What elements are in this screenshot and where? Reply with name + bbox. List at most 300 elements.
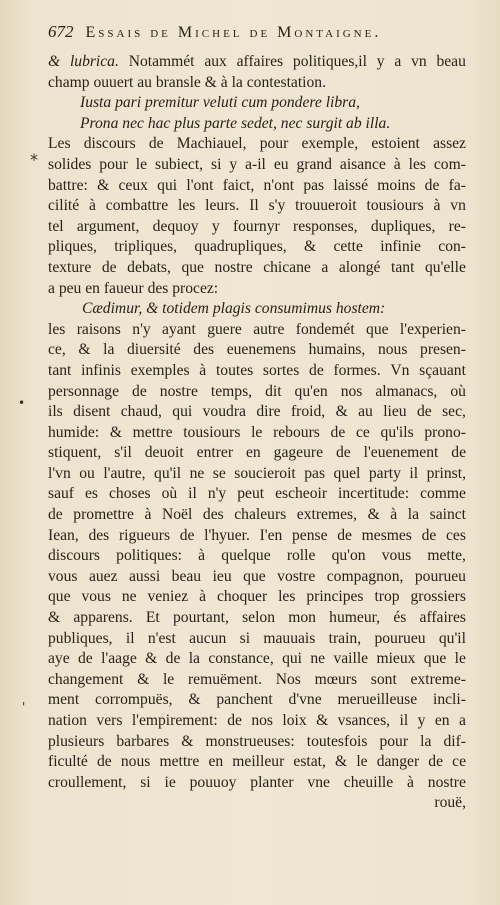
text-line [48,93,466,114]
text-word: infinis [81,361,121,379]
text-word: vous [381,547,412,565]
text-word: de [421,526,437,544]
text-line [48,670,466,691]
text-word: à [390,506,398,524]
text-line [48,443,466,464]
text-word: en [245,444,261,462]
text-line [48,649,466,670]
text-word: le [454,650,466,668]
margin-tick-mark: ' [22,700,26,714]
text-line [48,526,466,547]
text-word: ment [48,691,80,709]
text-word: & [48,609,61,627]
text-word: pas [304,464,326,482]
text-word: Les [48,135,71,153]
text-line [48,361,466,382]
text-word: Vn [390,361,410,379]
text-word: plusieurs [48,732,105,750]
text-line [48,423,466,444]
text-line [48,484,466,505]
text-word: & [48,53,61,70]
text-word: solides [48,155,92,173]
text-word: des [193,341,215,359]
text-word: stiquent, [48,444,102,462]
text-word: si [239,629,251,647]
text-word: loix [282,712,307,729]
text-word: monstrueuses: [205,732,295,750]
text-word: aisance [339,155,386,173]
text-line [48,773,466,794]
text-word: vn [411,53,427,70]
text-word: dit [265,382,282,400]
text-word: meilleur [232,753,285,771]
text-word: dire [256,403,281,421]
text-word: à [89,197,96,215]
text-word: de [227,712,242,729]
text-word: à [144,506,152,524]
text-word: humide: [48,423,100,441]
text-line [48,567,466,588]
text-word: vne [307,773,330,791]
text-word: nostre [427,773,466,791]
text-word: subiect, [155,155,204,173]
text-word: pas [303,176,325,194]
text-word: qu'il [438,629,466,647]
text-word: n'ont [263,176,295,194]
text-word: Et [145,609,160,627]
text-line [48,114,466,135]
text-word: responses, [293,217,358,235]
text-word: y [229,155,238,173]
text-word: fournyr [232,217,280,235]
text-word: corrompuës, [95,691,173,709]
text-word: Noël [162,506,193,524]
text-line [48,546,466,567]
text-word: grossiers [410,588,466,606]
text-word: & [316,712,329,729]
text-word: nos [251,712,273,729]
text-word: pourueu [414,567,466,585]
text-word: ayant [162,320,196,338]
text-word: merueilleuse [337,691,418,709]
text-word: & [109,423,122,441]
text-word: & [335,753,348,771]
text-word: mauuais [263,629,316,647]
text-word: pour [99,155,128,173]
text-word: lieu [383,403,407,421]
text-word: con- [438,238,466,256]
text-word: & [181,732,194,750]
text-word: de [48,506,63,524]
text-word: humains, [308,341,366,359]
text-word: à [407,773,414,791]
text-word: exemple, [301,135,359,153]
text-line [48,690,466,711]
text-word: qui [172,403,193,421]
text-word: qu'elle [424,258,466,276]
text-word: ces [446,526,466,544]
text-word: il [188,485,197,503]
text-word: mette, [427,547,466,565]
text-word: diuersité [126,341,181,359]
text-word: gageure [273,444,324,462]
text-word: en [434,712,450,729]
text-word: n'est [147,629,176,647]
text-word: Nos [275,670,301,688]
text-run: Cædimur, & totidem plagis consumimus hostem: [82,300,386,318]
text-word: mœurs [314,670,358,688]
text-word: lubrica. [69,53,119,70]
text-word: aux [204,53,227,70]
text-word: sainct [429,506,466,524]
text-word: ne [189,464,205,482]
text-word: train, [328,629,362,647]
text-word: discours [48,547,100,565]
text-word: ne [121,588,137,606]
text-word: principes [306,588,364,606]
body-text [48,52,466,814]
text-word: vsances, [337,712,391,729]
text-word: n'y [132,320,151,338]
text-word: de [417,403,432,421]
text-word: és [393,609,407,627]
text-word: tel [48,217,64,235]
text-line [48,505,466,526]
text-word: formes. [333,361,381,379]
text-word: soucieroit [234,464,296,482]
text-word: fa- [448,176,466,194]
text-word: moins [377,176,416,194]
text-word: de [179,526,195,544]
text-word: beau [171,567,202,585]
text-word: de [428,753,444,771]
text-word: ieu [212,567,232,585]
text-word: où [450,382,466,400]
text-word: promettre [73,506,134,524]
text-word: presen- [420,341,466,359]
text-word: se [212,464,226,482]
text-word: sortes [262,361,300,379]
text-word: aye [48,650,70,668]
text-word: pliques, [48,238,97,256]
text-word: la [420,732,432,750]
text-word: euenemens [226,341,296,359]
text-word: croullement, [48,773,127,791]
text-run: a peu en faueur des procez: [48,279,219,297]
text-word: de [165,650,181,668]
text-word: les [278,588,296,606]
text-word: escheoir [275,485,328,503]
text-word: barbares [116,732,170,750]
text-word: chicane [263,258,311,276]
text-word: les [48,320,66,338]
text-word: il [399,712,409,729]
text-line [48,402,466,423]
text-word: voudra [202,403,246,421]
text-word: mesmes [361,526,412,544]
text-word: l'experien- [399,320,466,338]
text-word: le [356,753,368,771]
text-word: ce [452,753,466,771]
text-word: à [199,361,207,379]
text-word: politiques,il [292,53,367,70]
text-word: les [408,155,426,173]
text-word: beau [436,53,466,70]
text-word: l'ont [186,176,214,194]
text-word: dupliques, [370,217,436,235]
text-word: dif- [443,732,466,750]
text-word: battre: [48,176,88,194]
text-word: la [188,650,200,668]
text-word: discours [83,135,136,153]
text-word: que [423,650,447,668]
text-word: nous [377,341,408,359]
text-word: le [135,155,148,173]
text-word: que [243,567,266,585]
text-word: & [335,403,348,421]
text-line [48,196,466,217]
text-word: estat, [293,753,326,771]
text-word: pense [292,526,328,544]
text-word: & [188,691,201,709]
text-word: incertitude: [338,485,410,503]
text-line [48,320,466,341]
text-word: vous [81,588,111,606]
text-line [48,340,466,361]
text-word: de [330,423,346,441]
text-word: qu'ils [380,423,414,441]
text-word: dequoy [152,217,199,235]
text-word: & [137,670,150,688]
text-word: la [103,341,115,359]
text-word: Machiauel, [176,135,247,153]
text-line [48,258,466,279]
text-word: de [309,361,324,379]
text-word: à [199,588,207,606]
text-word: choses [108,485,151,503]
text-word: qui [157,176,178,194]
text-word: pourueu [374,629,426,647]
text-run: champ ouuert au bransle & à la contestation. [48,73,326,91]
text-word: vous [48,567,78,585]
text-word: apparens. [73,609,133,627]
text-word: n'y [207,485,227,503]
text-line [48,464,466,485]
text-word: a [394,53,402,70]
text-word: de [101,258,117,276]
text-word: selon [242,609,275,627]
text-word: danger [376,753,420,771]
text-word: personnage [48,382,120,400]
text-word: grand [296,155,332,173]
text-word: debats, [127,258,171,276]
text-word: de [335,444,351,462]
margin-asterisk-mark: * [30,150,38,169]
text-word: texture [48,258,92,276]
text-word: a [458,712,466,729]
text-word: panchent [216,691,273,709]
text-word: mieux [376,650,416,668]
text-word: pouuoy [189,773,237,791]
text-word: quelque [221,547,271,565]
page-number: 672 [48,22,74,41]
text-word: a-il [245,155,266,173]
text-word: de [78,650,93,668]
text-line [48,134,466,155]
text-word: l'vn [48,464,71,482]
text-word: sauf [48,485,74,503]
text-line [48,793,466,814]
text-word: le [162,670,175,688]
text-word: d'vne [288,691,322,709]
text-word: veniez [147,588,189,606]
text-word: vers [96,712,123,729]
text-word: de [132,382,147,400]
text-word: pourtant, [172,609,229,627]
text-word: a [321,258,329,276]
text-word: nostre [159,382,198,400]
text-word: que [366,320,389,338]
text-word: peut [237,485,265,503]
text-word: toutesfois [306,732,368,750]
text-word: toutes [215,361,254,379]
text-word: qui [282,650,303,668]
text-word: trop [374,588,400,606]
text-word: almanacs, [375,382,438,400]
text-word: au [358,403,373,421]
text-word: l'empirement: [131,712,218,729]
text-word: cheuille [343,773,394,791]
text-word: changement [48,670,124,688]
text-word: deuoit [144,444,184,462]
text-word: aussi [129,567,161,585]
text-word: où [161,485,178,503]
text-word: entrer [196,444,234,462]
text-word: argument, [76,217,140,235]
text-word: incli- [433,691,466,709]
text-word: sec, [442,403,466,421]
text-word: cilité [48,197,80,215]
text-word: prono- [424,423,466,441]
text-word: ou [79,464,95,482]
text-word: trouueroit [295,197,357,215]
text-word: quel [333,464,361,482]
text-line [48,711,466,732]
text-word: que [48,588,71,606]
text-word: vostre [277,567,316,585]
text-word: combattre [105,197,169,215]
text-word: affaires [419,609,466,627]
text-word: laissé [333,176,369,194]
text-word: remuëment. [187,670,262,688]
text-word: il [125,629,135,647]
text-line [48,732,466,753]
text-word: fondemét [295,320,355,338]
text-word: sont [370,670,397,688]
text-word: de [96,753,112,771]
text-word: de [337,526,352,544]
text-word: exemples [130,361,190,379]
text-line [48,608,466,629]
text-word: planter [250,773,294,791]
text-word: nation [48,712,87,729]
page-header [48,22,468,44]
text-word: & [97,176,110,194]
text-word: temps, [210,382,253,400]
text-word: & [78,341,91,359]
text-word: politiques: [116,547,182,565]
text-line [48,237,466,258]
text-word: s'y [268,197,286,215]
text-line [48,587,466,608]
text-word: à [198,547,206,565]
text-word: la [407,506,420,524]
text-word: disent [73,403,111,421]
text-line [48,217,466,238]
text-word: & [367,506,380,524]
text-line [48,382,466,403]
text-word: l'hyuer. [204,526,250,544]
text-word: y [417,712,426,729]
text-line [48,52,466,73]
text-word: prinst, [426,464,466,482]
text-word: tousiours [366,197,424,215]
text-word: tripliques, [114,238,178,256]
text-word: pour [379,732,409,750]
text-run: Prona nec hac plus parte sedet, nec surgit ab illa. [80,114,391,132]
text-word: si [211,155,222,173]
text-word: & [304,238,317,256]
text-word: compagnon, [326,567,404,585]
text-word: que [181,258,204,276]
margin-bullet-mark: • [18,396,26,410]
text-word: rolle [286,547,316,565]
text-word: infinie [380,238,421,256]
text-word: Iean, [48,526,79,544]
text-word: quadrupliques, [194,238,287,256]
text-word: de [148,135,164,153]
text-word: ceux [118,176,148,194]
text-word: des [202,506,224,524]
text-word: mettre [159,753,200,771]
text-word: raisons [76,320,121,338]
text-word: y [376,53,385,70]
text-word: cette [333,238,363,256]
text-word: comme [420,485,466,503]
text-word: estoient [371,135,420,153]
text-word: qu'on [331,547,366,565]
text-line [48,176,466,197]
text-word: Il [249,197,259,215]
text-word: eu [273,155,289,173]
text-word: s'il [114,444,132,462]
text-word: re- [448,217,466,235]
text-word: rigueurs [118,526,171,544]
text-word: constance, [208,650,274,668]
text-word: ne [310,650,326,668]
text-word: alongé [338,258,381,276]
text-word: en [208,753,224,771]
text-word: vn [450,197,466,215]
text-word: le [251,423,263,441]
text-word: autre [253,320,285,338]
text-word: mettre [132,423,173,441]
text-word: assez [433,135,466,153]
text-word: y [211,217,220,235]
text-run: rouë, [434,794,466,812]
text-word: des [88,526,110,544]
text-word: es [84,485,98,503]
